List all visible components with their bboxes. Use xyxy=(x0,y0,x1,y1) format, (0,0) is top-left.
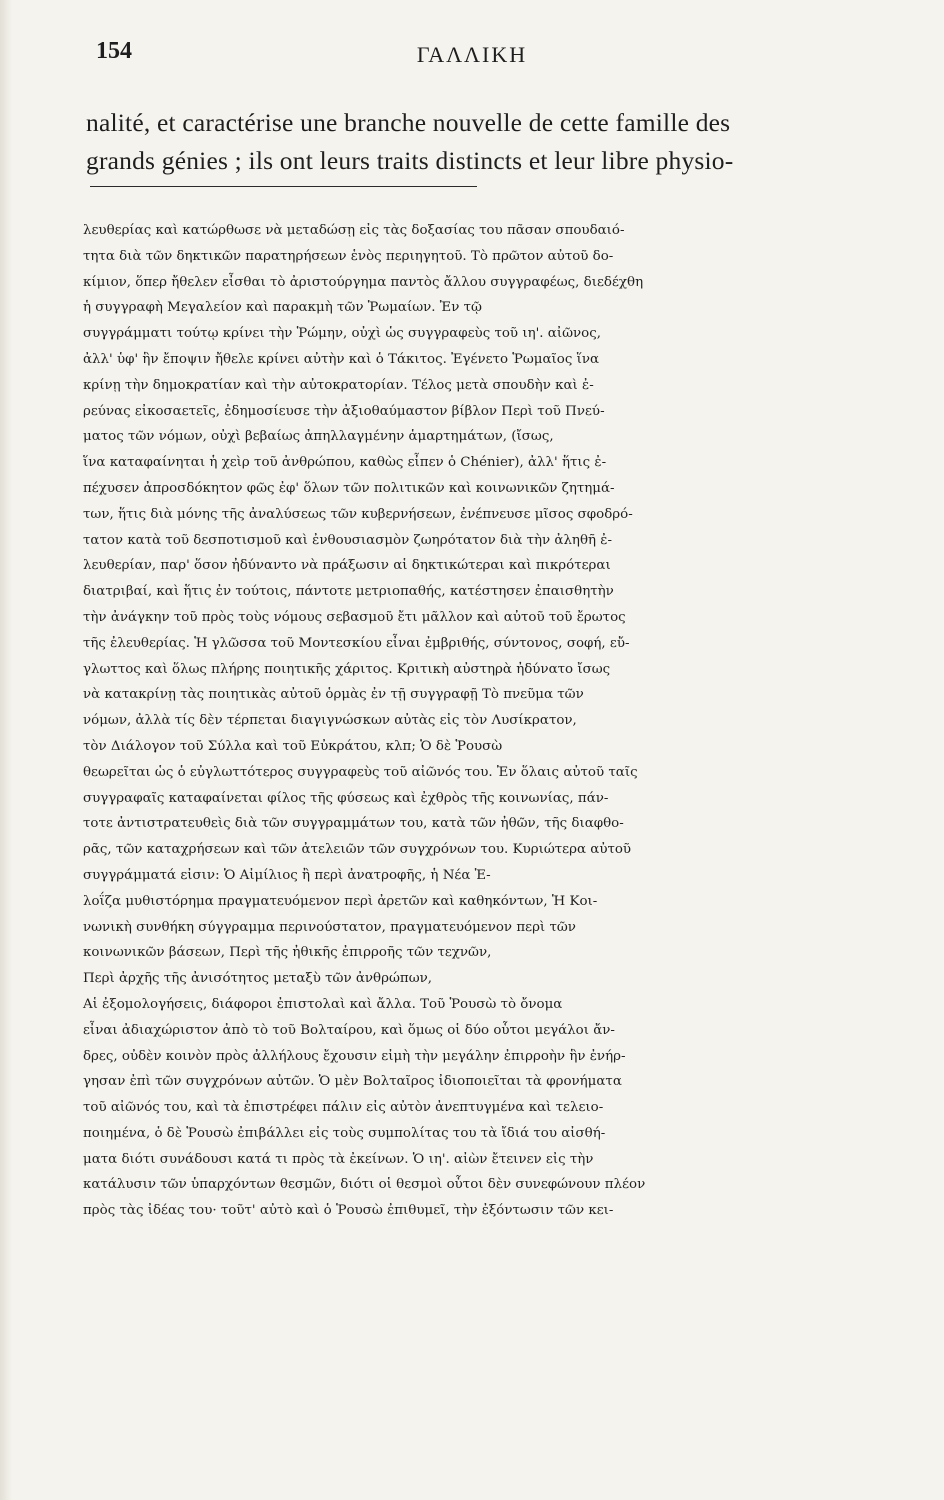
text-line: ρεύνας εἰκοσαετεῖς, ἐδημοσίευσε τὴν ἀξιοθαύμαστον βίβλον Περὶ τοῦ Πνεύ- xyxy=(83,403,605,419)
text-line: κρίνῃ τὴν δημοκρατίαν καὶ τὴν αὐτοκρατορίαν. Τέλος μετὰ σπουδὴν καὶ ἐ- xyxy=(83,377,594,393)
text-line: κοινωνικῶν βάσεων, Περὶ τῆς ἠθικῆς ἐπιρροῆς τῶν τεχνῶν, xyxy=(83,945,492,961)
text-line: πρὸς τὰς ἰδέας του· τοῦτ' αὐτὸ καὶ ὁ Ῥουσὼ ἐπιθυμεῖ, τὴν ἐξόντωσιν τῶν κει- xyxy=(83,1203,614,1219)
text-line: εἶναι ἀδιαχώριστον ἀπὸ τὸ τοῦ Βολταίρου, καὶ ὅμως οἱ δύο οὗτοι μεγάλοι ἄν- xyxy=(83,1022,615,1038)
text-line: λευθερίαν, παρ' ὅσον ἠδύναντο νὰ πράξωσιν αἱ δηκτικώτεραι καὶ πικρότεραι xyxy=(83,558,611,574)
text-line: νὰ κατακρίνῃ τὰς ποιητικὰς αὐτοῦ ὁρμὰς ἐν τῇ συγγραφῇ Τὸ πνεῦμα τῶν xyxy=(83,687,584,703)
text-line: Περὶ ἀρχῆς τῆς ἀνισότητος μεταξὺ τῶν ἀνθρώπων, xyxy=(83,971,433,987)
text-line: πέχυσεν ἀπροσδόκητον φῶς ἐφ' ὅλων τῶν πολιτικῶν καὶ κοινωνικῶν ζητημά- xyxy=(83,480,615,496)
text-line: κίμιον, ὅπερ ἤθελεν εἶσθαι τὸ ἀριστούργημα παντὸς ἄλλου συγγραφέως, διεδέχθη xyxy=(83,274,644,290)
text-line: τὴν ἀνάγκην τοῦ πρὸς τοὺς νόμους σεβασμοῦ ἔτι μᾶλλον καὶ αὐτοῦ τοῦ ἔρωτος xyxy=(83,609,626,625)
text-line: grands génies ; ils ont leurs traits distincts et leur libre physio- xyxy=(86,146,734,175)
text-line: γλωττος καὶ ὅλως πλήρης ποιητικῆς χάριτος. Κριτικὴ αὐστηρὰ ἠδύνατο ἴσως xyxy=(83,661,611,677)
text-line: ἡ συγγραφὴ Μεγαλείον καὶ παρακμὴ τῶν Ῥωμαίων. Ἐν τῷ xyxy=(83,300,482,316)
greek-text-block xyxy=(83,218,853,1224)
text-line: Αἱ ἐξομολογήσεις, διάφοροι ἐπιστολαὶ καὶ ἄλλα. Τοῦ Ῥουσὼ τὸ ὄνομα xyxy=(83,996,563,1012)
text-line: συγγράμματά εἰσιν: Ὁ Αἰμίλιος ἢ περὶ ἀνατροφῆς, ἡ Νέα Ἐ- xyxy=(83,867,491,883)
page-header xyxy=(0,38,944,78)
text-line: δρες, οὐδὲν κοινὸν πρὸς ἀλλήλους ἔχουσιν εἰμὴ τὴν μεγάλην ἐπιρροὴν ἣν ἐνήρ- xyxy=(83,1048,626,1064)
text-line: διατριβαί, καὶ ἥτις ἐν τούτοις, πάντοτε μετριοπαθής, κατέστησεν ἐπαισθητὴν xyxy=(83,584,614,600)
text-line: των, ἥτις διὰ μόνης τῆς ἀναλύσεως τῶν κυβερνήσεων, ἐνέπνευσε μῖσος σφοδρό- xyxy=(83,506,633,522)
text-line: γησαν ἐπὶ τῶν συγχρόνων αὐτῶν. Ὁ μὲν Βολταῖρος ἰδιοποιεῖται τὰ φρονήματα xyxy=(83,1074,622,1090)
page-edge-shadow xyxy=(0,0,12,1500)
text-line: τητα διὰ τῶν δηκτικῶν παρατηρήσεων ἑνὸς περιηγητοῦ. Τὸ πρῶτον αὐτοῦ δο- xyxy=(83,248,614,264)
text-line: θεωρεῖται ὡς ὁ εὐγλωττότερος συγγραφεὺς τοῦ αἰῶνός του. Ἐν ὅλαις αὐτοῦ ταῖς xyxy=(83,764,638,780)
text-line: nalité, et caractérise une branche nouvelle de cette famille des xyxy=(86,108,731,137)
text-line: ἵνα καταφαίνηται ἡ χεὶρ τοῦ ἀνθρώπου, καθὼς εἶπεν ὁ Chénier), ἀλλ' ἥτις ἐ- xyxy=(83,455,607,471)
text-line: ματος τῶν νόμων, οὐχὶ βεβαίως ἀπηλλαγμένην ἁμαρτημάτων, (ἴσως, xyxy=(83,429,554,445)
text-line: συγγράμματι τούτῳ κρίνει τὴν Ῥώμην, οὐχὶ ὡς συγγραφεὺς τοῦ ιη'. αἰῶνος, xyxy=(83,326,601,342)
french-text-block xyxy=(86,104,856,180)
text-line: λευθερίας καὶ κατώρθωσε νὰ μεταδώσῃ εἰς τὰς δοξασίας του πᾶσαν σπουδαιό- xyxy=(83,223,625,238)
running-title: ΓΑΛΛΙΚΗ xyxy=(416,42,528,67)
footnote-separator-rule xyxy=(90,186,477,187)
text-line: ἀλλ' ὑφ' ἣν ἔποψιν ἤθελε κρίνει αὐτὴν καὶ ὁ Τάκιτος. Ἐγένετο Ῥωμαῖος ἵνα xyxy=(83,351,600,367)
text-line: κατάλυσιν τῶν ὑπαρχόντων θεσμῶν, διότι οἱ θεσμοὶ οὗτοι δὲν συνεφώνουν πλέον xyxy=(83,1177,646,1193)
text-line: ρᾶς, τῶν καταχρήσεων καὶ τῶν ἀτελειῶν τῶν συγχρόνων του. Κυριώτερα αὐτοῦ xyxy=(83,842,632,858)
page-number: 154 xyxy=(96,38,132,64)
text-line: τοῦ αἰῶνός του, καὶ τὰ ἐπιστρέφει πάλιν εἰς αὐτὸν ἀνεπτυγμένα καὶ τελειο- xyxy=(83,1100,604,1116)
text-line: ματα διότι συνάδουσι κατά τι πρὸς τὰ ἐκείνων. Ὁ ιη'. αἰὼν ἔτεινεν εἰς τὴν xyxy=(83,1151,594,1167)
text-line: νόμων, ἀλλὰ τίς δὲν τέρπεται διαγιγνώσκων αὐτὰς εἰς τὸν Λυσίκρατον, xyxy=(83,713,577,729)
text-line: τῆς ἐλευθερίας. Ἡ γλῶσσα τοῦ Μοντεσκίου εἶναι ἐμβριθής, σύντονος, σοφή, εὔ- xyxy=(83,635,630,651)
text-line: τοτε ἀντιστρατευθεὶς διὰ τῶν συγγραμμάτων του, κατὰ τῶν ἠθῶν, τῆς διαφθο- xyxy=(83,816,624,832)
text-line: τατον κατὰ τοῦ δεσποτισμοῦ καὶ ἐνθουσιασμὸν ζωηρότατον διὰ τὴν ἀληθῆ ἐ- xyxy=(83,532,613,548)
text-line: λοΐζα μυθιστόρημα πραγματευόμενον περὶ ἀρετῶν καὶ καθηκόντων, Ἡ Κοι- xyxy=(83,893,598,909)
text-line: συγγραφαῖς καταφαίνεται φίλος τῆς φύσεως καὶ ἐχθρὸς τῆς κοινωνίας, πάν- xyxy=(83,790,609,806)
text-line: νωνικὴ συνθήκη σύγγραμμα περινούστατον, πραγματευόμενον περὶ τῶν xyxy=(83,919,576,935)
text-line: ποιημένα, ὁ δὲ Ῥουσὼ ἐπιβάλλει εἰς τοὺς συμπολίτας του τὰ ἴδιά του αἰσθή- xyxy=(83,1125,606,1141)
text-line: τὸν Διάλογον τοῦ Σύλλα καὶ τοῦ Εὐκράτου, κλπ; Ὁ δὲ Ῥουσὼ xyxy=(83,738,503,754)
